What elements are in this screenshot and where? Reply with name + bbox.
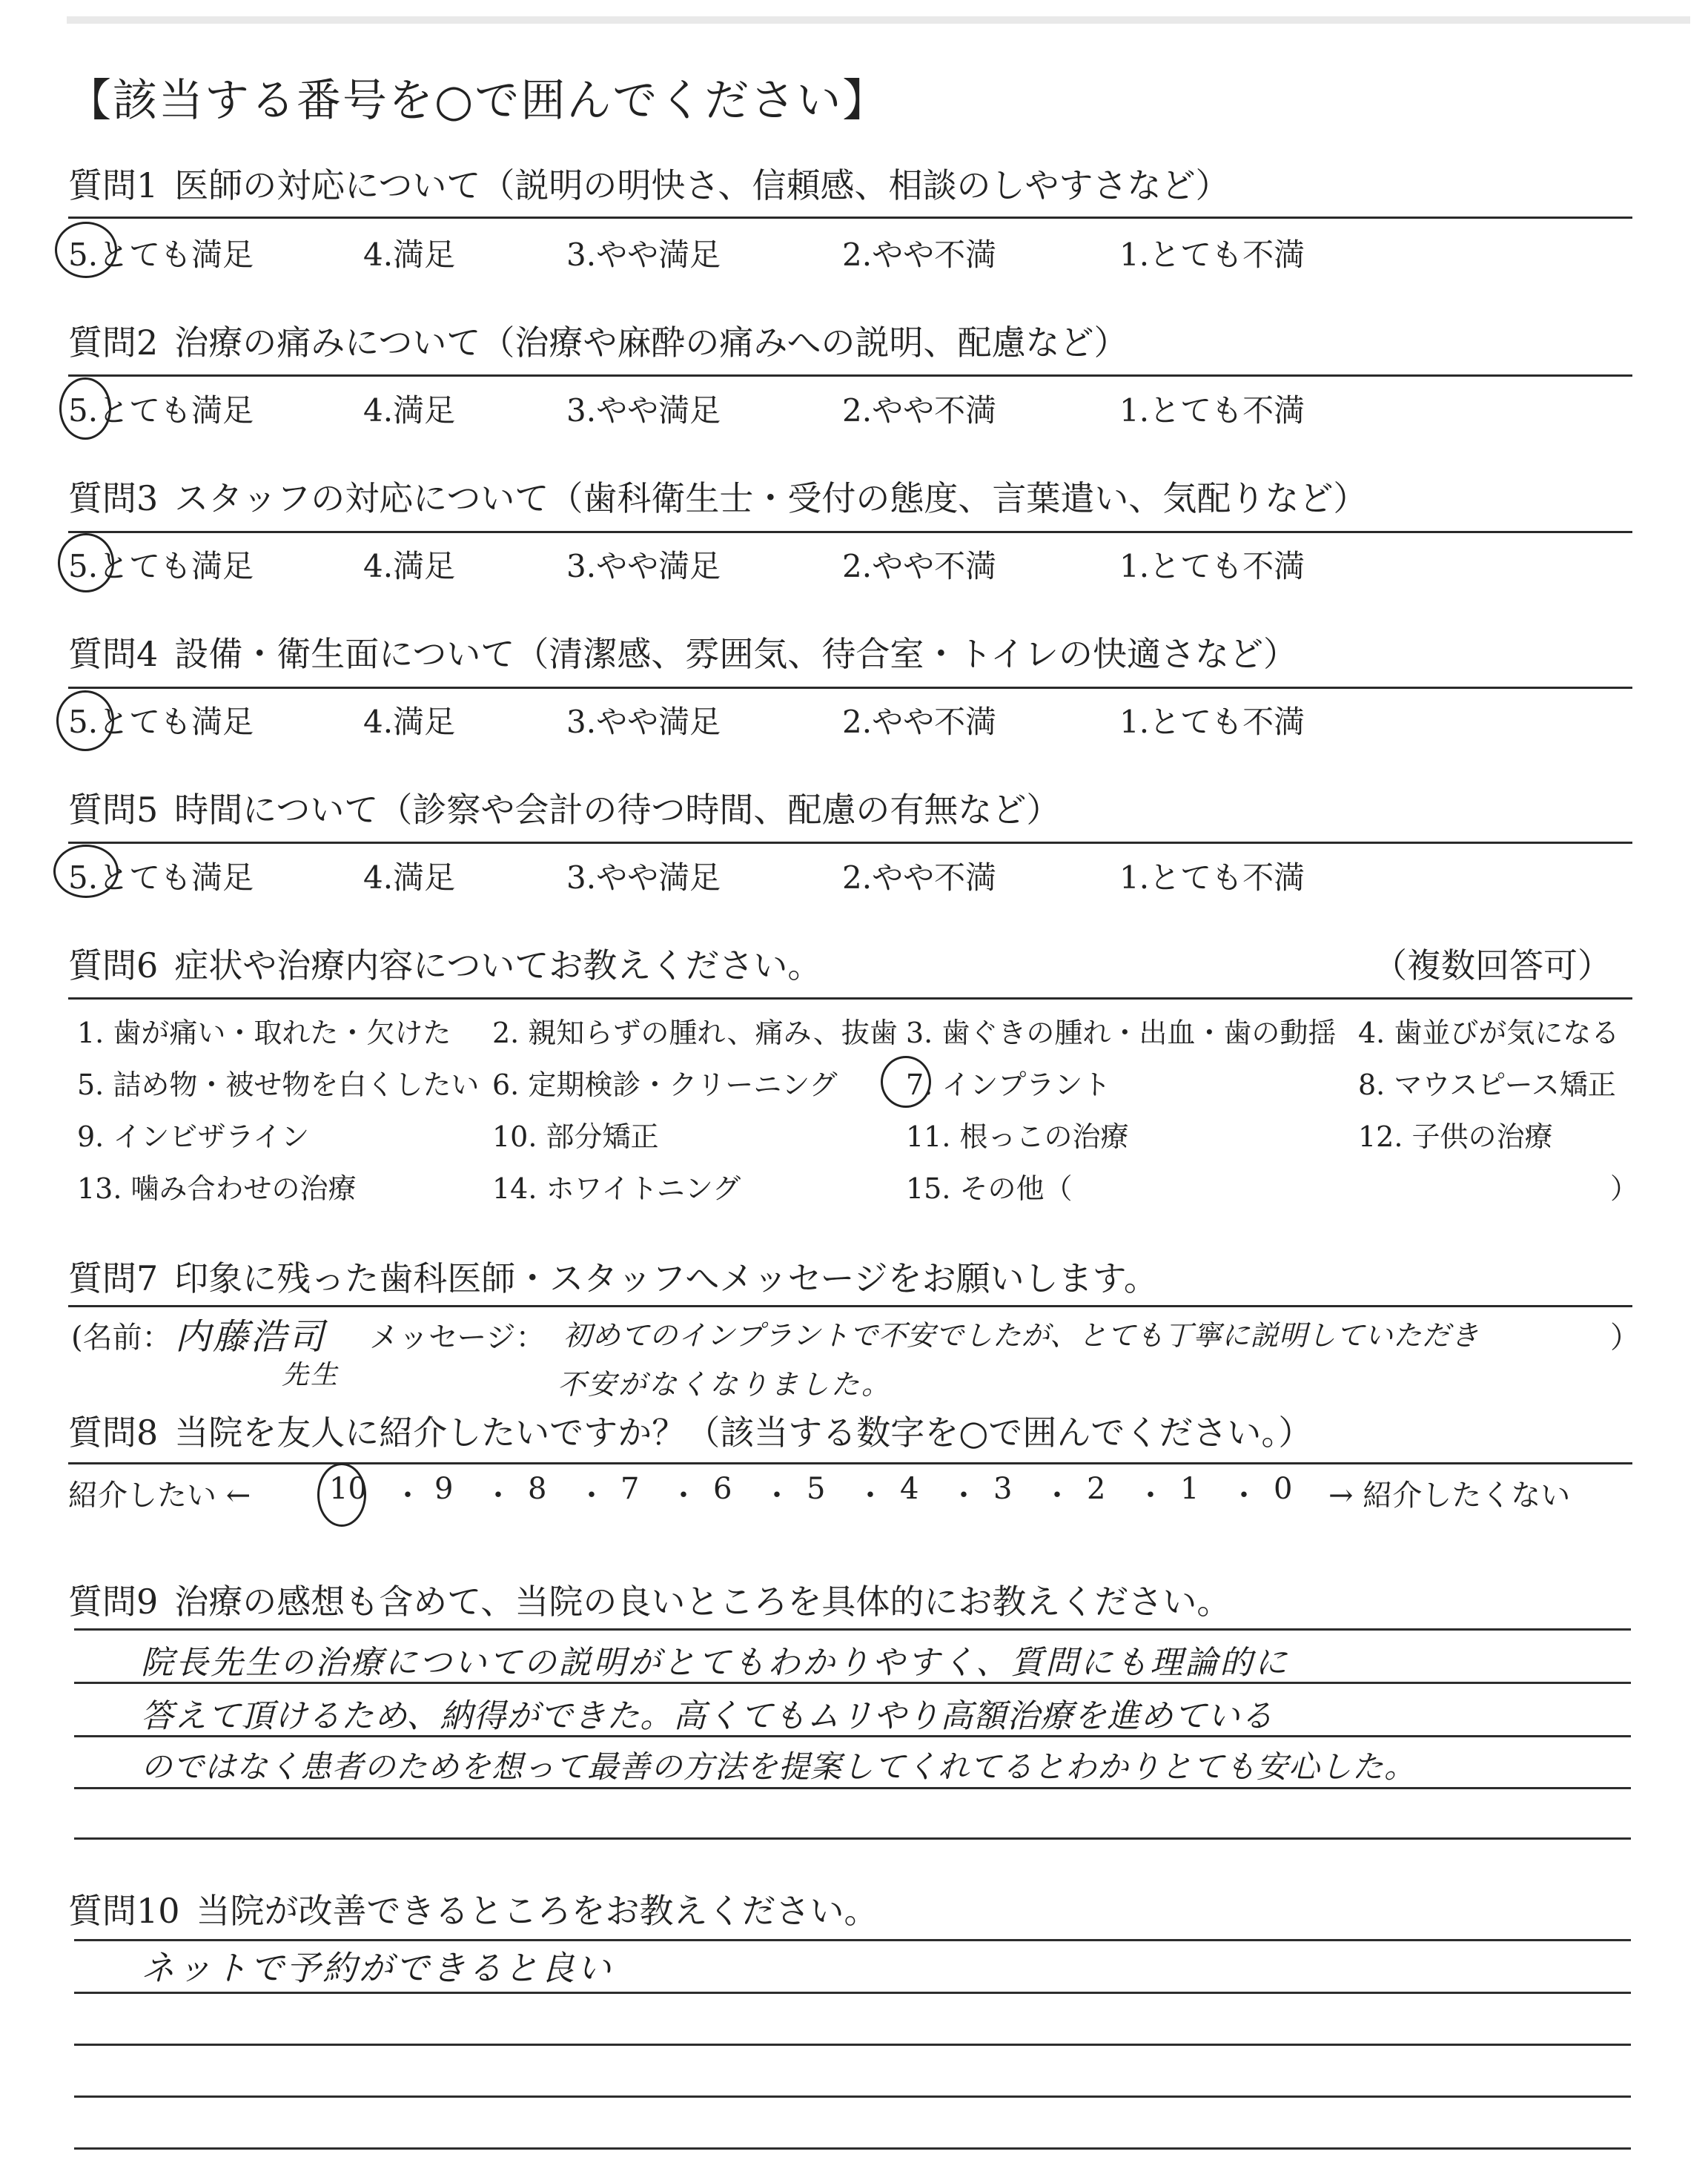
question-10 — [68, 1887, 1632, 1935]
option-2[interactable]: 2.やや不満 — [842, 704, 997, 740]
scale-value[interactable]: 6 — [713, 1472, 732, 1506]
option-5[interactable]: 5.とても満足 — [68, 392, 254, 429]
option-3[interactable]: 3.やや満足 — [566, 859, 721, 896]
question-1-options — [68, 226, 1632, 271]
hand-drawn-circle — [881, 1056, 931, 1108]
question-5-options — [68, 849, 1632, 894]
divider — [68, 1305, 1632, 1307]
question-number: 質問9 — [68, 1582, 159, 1622]
question-text: 治療の感想も含めて、当院の良いところを具体的にお教えください。 — [174, 1582, 1231, 1622]
question-text: 当院が改善できるところをお教えください。 — [196, 1891, 878, 1931]
handwritten-answer-line[interactable]: 答えて頂けるため、納得ができた。高くてもムリやり高額治療を進めている — [141, 1697, 1274, 1735]
option-1[interactable]: 1.とても不満 — [1119, 548, 1305, 584]
question-text: 治療の痛みについて（治療や麻酔の痛みへの説明、配慮など） — [174, 323, 1128, 363]
symptom-option[interactable]: 15. その他（ — [906, 1172, 1073, 1205]
symptom-option[interactable]: 4. 歯並びが気になる — [1358, 1017, 1620, 1049]
symptom-option[interactable]: 10. 部分矯正 — [492, 1120, 659, 1153]
recommend-right-label: → 紹介したくない — [1328, 1479, 1571, 1513]
question-text: 当院を友人に紹介したいですか？（該当する数字を○で囲んでください。） — [174, 1413, 1313, 1453]
recommend-left-label: 紹介したい ← — [68, 1479, 251, 1513]
question-4 — [68, 630, 1632, 678]
option-3[interactable]: 3.やや満足 — [566, 704, 721, 740]
symptom-option[interactable]: 7. インプラント — [906, 1069, 1111, 1101]
scale-value[interactable]: 3 — [993, 1472, 1013, 1506]
question-number: 質問6 — [68, 945, 159, 985]
question-number: 質問3 — [68, 478, 159, 518]
question-4-options — [68, 693, 1632, 738]
option-4[interactable]: 4.満足 — [363, 704, 456, 740]
option-4[interactable]: 4.満足 — [363, 237, 456, 273]
question-text: 印象に残った歯科医師・スタッフへメッセージをお願いします。 — [174, 1258, 1158, 1298]
question-5 — [68, 786, 1632, 833]
question-2 — [68, 319, 1632, 366]
option-4[interactable]: 4.満足 — [363, 392, 456, 429]
symptom-option[interactable]: 1. 歯が痛い・取れた・欠けた — [77, 1017, 451, 1049]
option-5[interactable]: 5.とても満足 — [68, 859, 254, 896]
hand-drawn-circle — [55, 222, 117, 278]
option-1[interactable]: 1.とても不満 — [1119, 392, 1305, 429]
question-number: 質問2 — [68, 323, 159, 363]
symptom-option[interactable]: 9. インビザライン — [77, 1120, 310, 1153]
writing-line — [74, 1837, 1631, 1840]
question-7 — [68, 1255, 1632, 1302]
option-4[interactable]: 4.満足 — [363, 548, 456, 584]
question-9 — [68, 1578, 1632, 1625]
question-text: 症状や治療内容についてお教えください。 — [174, 945, 822, 985]
message-label: メッセージ： — [369, 1321, 546, 1355]
option-2[interactable]: 2.やや不満 — [842, 237, 997, 273]
recommend-scale: 紹介したい ← 10 ・ 9 ・ 8 ・ 7 ・ 6 ・ 5 ・ 4 ・ 3 ・ 2 ・ 1 ・ 0 → 紹介したくない — [68, 1472, 1640, 1516]
symptom-option[interactable]: 6. 定期検診・クリーニング — [492, 1069, 838, 1101]
symptom-option[interactable]: 2. 親知らずの腫れ、痛み、抜歯 — [492, 1017, 898, 1049]
writing-line — [74, 2044, 1631, 2046]
scale-value[interactable]: 10 — [329, 1472, 367, 1506]
divider — [68, 217, 1632, 219]
question-number: 質問10 — [68, 1891, 180, 1931]
option-2[interactable]: 2.やや不満 — [842, 392, 997, 429]
scale-value[interactable]: 9 — [434, 1472, 454, 1506]
option-5[interactable]: 5.とても満足 — [68, 548, 254, 584]
divider — [68, 687, 1632, 689]
question-text: 医師の対応について（説明の明快さ、信頼感、相談のしやすさなど） — [174, 165, 1230, 205]
symptom-option[interactable]: 11. 根っこの治療 — [906, 1120, 1129, 1153]
scale-value[interactable]: 1 — [1180, 1472, 1199, 1506]
question-3-options — [68, 538, 1632, 582]
multiple-answers-note: （複数回答可） — [1373, 945, 1612, 985]
handwritten-answer-line[interactable]: 院長先生の治療についての説明がとてもわかりやすく、質問にも理論的に — [141, 1644, 1290, 1682]
other-close-paren: ） — [1610, 1172, 1639, 1205]
scale-value[interactable]: 0 — [1274, 1472, 1293, 1506]
hand-drawn-circle — [53, 845, 119, 898]
divider — [68, 1462, 1632, 1464]
question-text: 時間について（診察や会計の待つ時間、配慮の有無など） — [174, 790, 1061, 830]
symptom-option[interactable]: 12. 子供の治療 — [1358, 1120, 1553, 1153]
question-number: 質問7 — [68, 1258, 159, 1298]
option-2[interactable]: 2.やや不満 — [842, 859, 997, 896]
scale-value[interactable]: 2 — [1087, 1472, 1106, 1506]
option-4[interactable]: 4.満足 — [363, 859, 456, 896]
writing-line — [74, 2095, 1631, 2098]
scan-top-edge — [67, 16, 1690, 24]
option-1[interactable]: 1.とても不満 — [1119, 859, 1305, 896]
handwritten-answer-line[interactable]: のではなく患者のためを想って最善の方法を提案してくれてるとわかりとても安心した。 — [141, 1748, 1417, 1785]
name-label: (名前： — [71, 1321, 172, 1355]
option-3[interactable]: 3.やや満足 — [566, 548, 721, 584]
symptom-option[interactable]: 5. 詰め物・被せ物を白くしたい — [77, 1069, 480, 1101]
symptom-option[interactable]: 3. 歯ぐきの腫れ・出血・歯の動揺 — [906, 1017, 1337, 1049]
writing-line — [74, 1787, 1631, 1789]
symptom-option[interactable]: 14. ホワイトニング — [492, 1172, 741, 1205]
handwritten-name[interactable]: 内藤浩司 — [175, 1316, 327, 1358]
option-3[interactable]: 3.やや満足 — [566, 237, 721, 273]
question-number: 質問1 — [68, 165, 159, 205]
hand-drawn-circle — [59, 377, 111, 440]
handwritten-message-line[interactable]: 初めてのインプラントで不安でしたが、とても丁寧に説明していただき — [563, 1319, 1480, 1352]
divider — [68, 842, 1632, 844]
writing-line — [74, 1628, 1631, 1631]
writing-line — [74, 1992, 1631, 1994]
question-8 — [68, 1409, 1632, 1456]
handwritten-name-suffix: 先生 — [282, 1360, 340, 1390]
scale-value[interactable]: 5 — [807, 1472, 826, 1506]
question-6 — [68, 942, 1632, 989]
option-2[interactable]: 2.やや不満 — [842, 548, 997, 584]
question-text: スタッフの対応について（歯科衛生士・受付の態度、言葉遣い、気配りなど） — [174, 478, 1368, 518]
question-text: 設備・衛生面について（清潔感、雰囲気、待合室・トイレの快適さなど） — [174, 634, 1298, 674]
divider — [68, 374, 1632, 377]
hand-drawn-circle — [317, 1463, 366, 1527]
sheet-title: 【該当する番号を○で囲んでください】 — [67, 75, 889, 127]
writing-line — [74, 2147, 1631, 2150]
question-number: 質問5 — [68, 790, 159, 830]
scale-value[interactable]: 4 — [900, 1472, 919, 1506]
symptom-option[interactable]: 13. 噛み合わせの治療 — [77, 1172, 357, 1205]
close-paren: ） — [1610, 1321, 1640, 1355]
handwritten-message-line[interactable]: 不安がなくなりました。 — [557, 1368, 893, 1401]
question-number: 質問8 — [68, 1413, 159, 1453]
scale-value[interactable]: 8 — [528, 1472, 547, 1506]
question-2-options — [68, 382, 1632, 429]
divider — [68, 531, 1632, 533]
hand-drawn-circle — [58, 533, 114, 592]
symptom-option[interactable]: 8. マウスピース矯正 — [1358, 1069, 1616, 1101]
option-5[interactable]: 5.とても満足 — [68, 237, 254, 273]
option-3[interactable]: 3.やや満足 — [566, 392, 721, 429]
question-1 — [68, 162, 1632, 209]
option-1[interactable]: 1.とても不満 — [1119, 704, 1305, 740]
scale-value[interactable]: 7 — [620, 1472, 640, 1506]
question-3 — [68, 475, 1632, 522]
hand-drawn-circle — [56, 690, 114, 751]
handwritten-answer-line[interactable]: ネットで予約ができると良い — [141, 1948, 613, 1988]
option-5[interactable]: 5.とても満足 — [68, 704, 254, 740]
question-number: 質問4 — [68, 634, 159, 674]
divider — [68, 997, 1632, 1000]
option-1[interactable]: 1.とても不満 — [1119, 237, 1305, 273]
